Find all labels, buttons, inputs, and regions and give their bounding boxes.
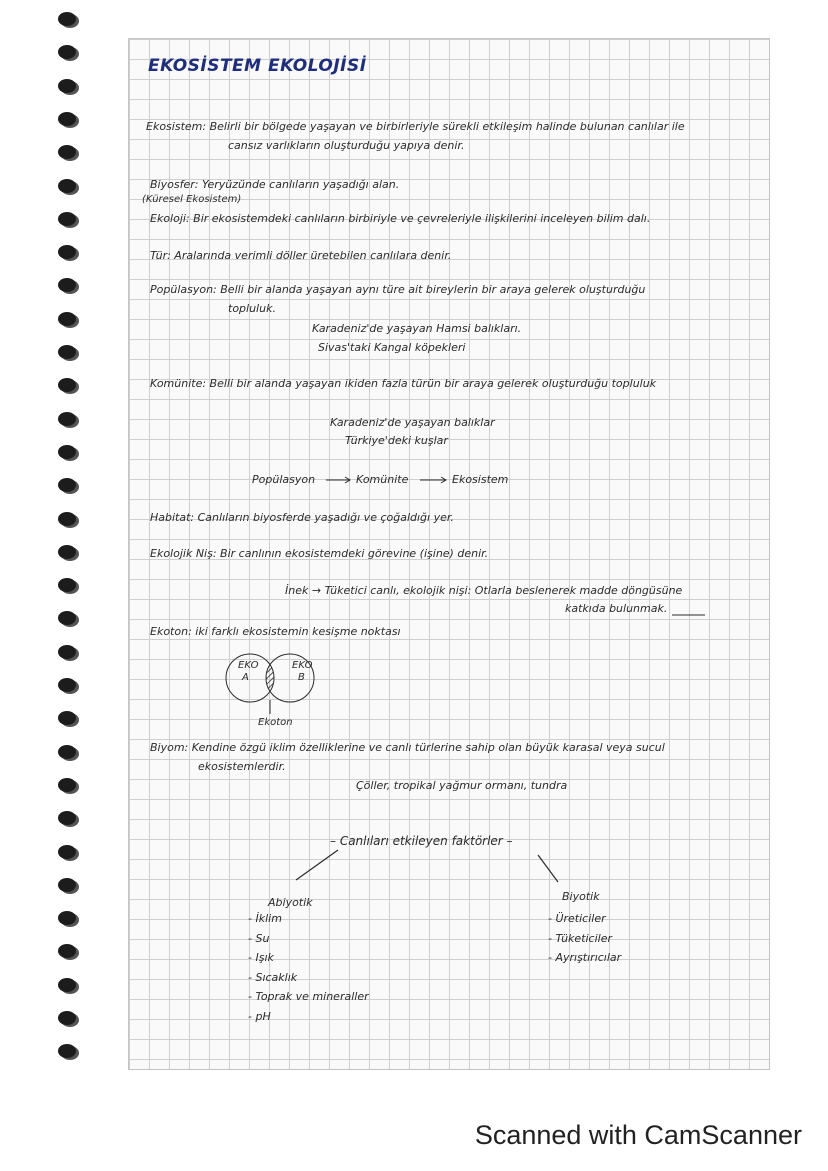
venn-a-top: EKO bbox=[238, 660, 259, 671]
populasyon-example-2: Sivas'taki Kangal köpekleri bbox=[318, 341, 466, 354]
biyotik-item: - Ayrıştırıcılar bbox=[548, 951, 622, 964]
abiyotik-item: - İklim bbox=[248, 912, 282, 925]
biyotik-branch bbox=[538, 855, 558, 882]
abiyotik-branch bbox=[296, 850, 338, 880]
biyosfer-definition: Biyosfer: Yeryüzünde canlıların yaşadığı alan. bbox=[150, 178, 400, 191]
populasyon-definition: Popülasyon: Belli bir alanda yaşayan aynı türe ait bireylerin bir araya gelerek oluşturduğu bbox=[150, 283, 646, 296]
habitat-definition: Habitat: Canlıların biyosferde yaşadığı ve çoğaldığı yer. bbox=[150, 511, 454, 524]
ekosistem-definition-cont: cansız varlıkların oluşturduğu yapıya denir. bbox=[228, 139, 465, 152]
ekoton-definition: Ekoton: iki farklı ekosistemin kesişme noktası bbox=[150, 625, 401, 638]
venn-b-top: EKO bbox=[292, 660, 313, 671]
biyotik-title: Biyotik bbox=[562, 890, 600, 903]
flow-komunite: Komünite bbox=[356, 473, 409, 486]
venn-ekoton-label: Ekoton bbox=[258, 717, 293, 728]
abiyotik-item: - Toprak ve mineraller bbox=[248, 990, 369, 1003]
tur-definition: Tür: Aralarında verimli döller üretebilen canlılara denir. bbox=[150, 249, 452, 262]
abiyotik-item: - Sıcaklık bbox=[248, 970, 298, 984]
biyotik-item: - Üreticiler bbox=[548, 912, 606, 925]
abiyotik-item: - pH bbox=[248, 1009, 271, 1023]
komunite-example-2: Türkiye'deki kuşlar bbox=[345, 434, 448, 447]
ekolojik-nis-example-cont: katkıda bulunmak. bbox=[565, 602, 668, 615]
abiyotik-title: Abiyotik bbox=[268, 896, 313, 909]
abiyotik-item: - Işık bbox=[248, 951, 274, 964]
biyom-definition: Biyom: Kendine özgü iklim özelliklerine ve canlı türlerine sahip olan büyük karasal veya sucul bbox=[150, 741, 665, 754]
komunite-example-1: Karadeniz'de yaşayan balıklar bbox=[330, 416, 495, 429]
ekolojik-nis-example: İnek → Tüketici canlı, ekolojik nişi: Otlarla beslenerek madde döngüsüne bbox=[285, 584, 683, 597]
biyosfer-note: (Küresel Ekosistem) bbox=[142, 194, 242, 205]
ekoloji-definition: Ekoloji: Bir ekosistemdeki canlıların birbiriyle ve çevreleriyle ilişkilerini inceleyen bilim dalı. bbox=[150, 212, 651, 225]
factors-title: – Canlıları etkileyen faktörler – bbox=[330, 834, 513, 848]
ekolojik-nis-definition: Ekolojik Niş: Bir canlının ekosistemdeki görevine (işine) denir. bbox=[150, 547, 489, 560]
komunite-definition: Komünite: Belli bir alanda yaşayan ikiden fazla türün bir araya gelerek oluşturduğu topluluk bbox=[150, 377, 657, 390]
biyom-examples: Çöller, tropikal yağmur ormanı, tundra bbox=[356, 779, 568, 792]
flow-ekosistem: Ekosistem bbox=[452, 473, 509, 486]
venn-a-bottom: A bbox=[242, 672, 249, 683]
venn-b-bottom: B bbox=[298, 672, 305, 683]
page-title: EKOSİSTEM EKOLOJİSİ bbox=[148, 56, 367, 76]
scanner-watermark: Scanned with CamScanner bbox=[474, 1120, 802, 1150]
flow-populasyon: Popülasyon bbox=[252, 473, 316, 486]
biyom-definition-cont: ekosistemlerdir. bbox=[198, 760, 286, 773]
ekosistem-definition: Ekosistem: Belirli bir bölgede yaşayan ve birbirleriyle sürekli etkileşim halinde bulunan canlılar ile bbox=[146, 120, 685, 133]
populasyon-example-1: Karadeniz'de yaşayan Hamsi balıkları. bbox=[312, 322, 522, 335]
abiyotik-item: - Su bbox=[248, 931, 270, 945]
biyotik-item: - Tüketiciler bbox=[548, 931, 613, 945]
populasyon-definition-cont: topluluk. bbox=[228, 302, 276, 315]
